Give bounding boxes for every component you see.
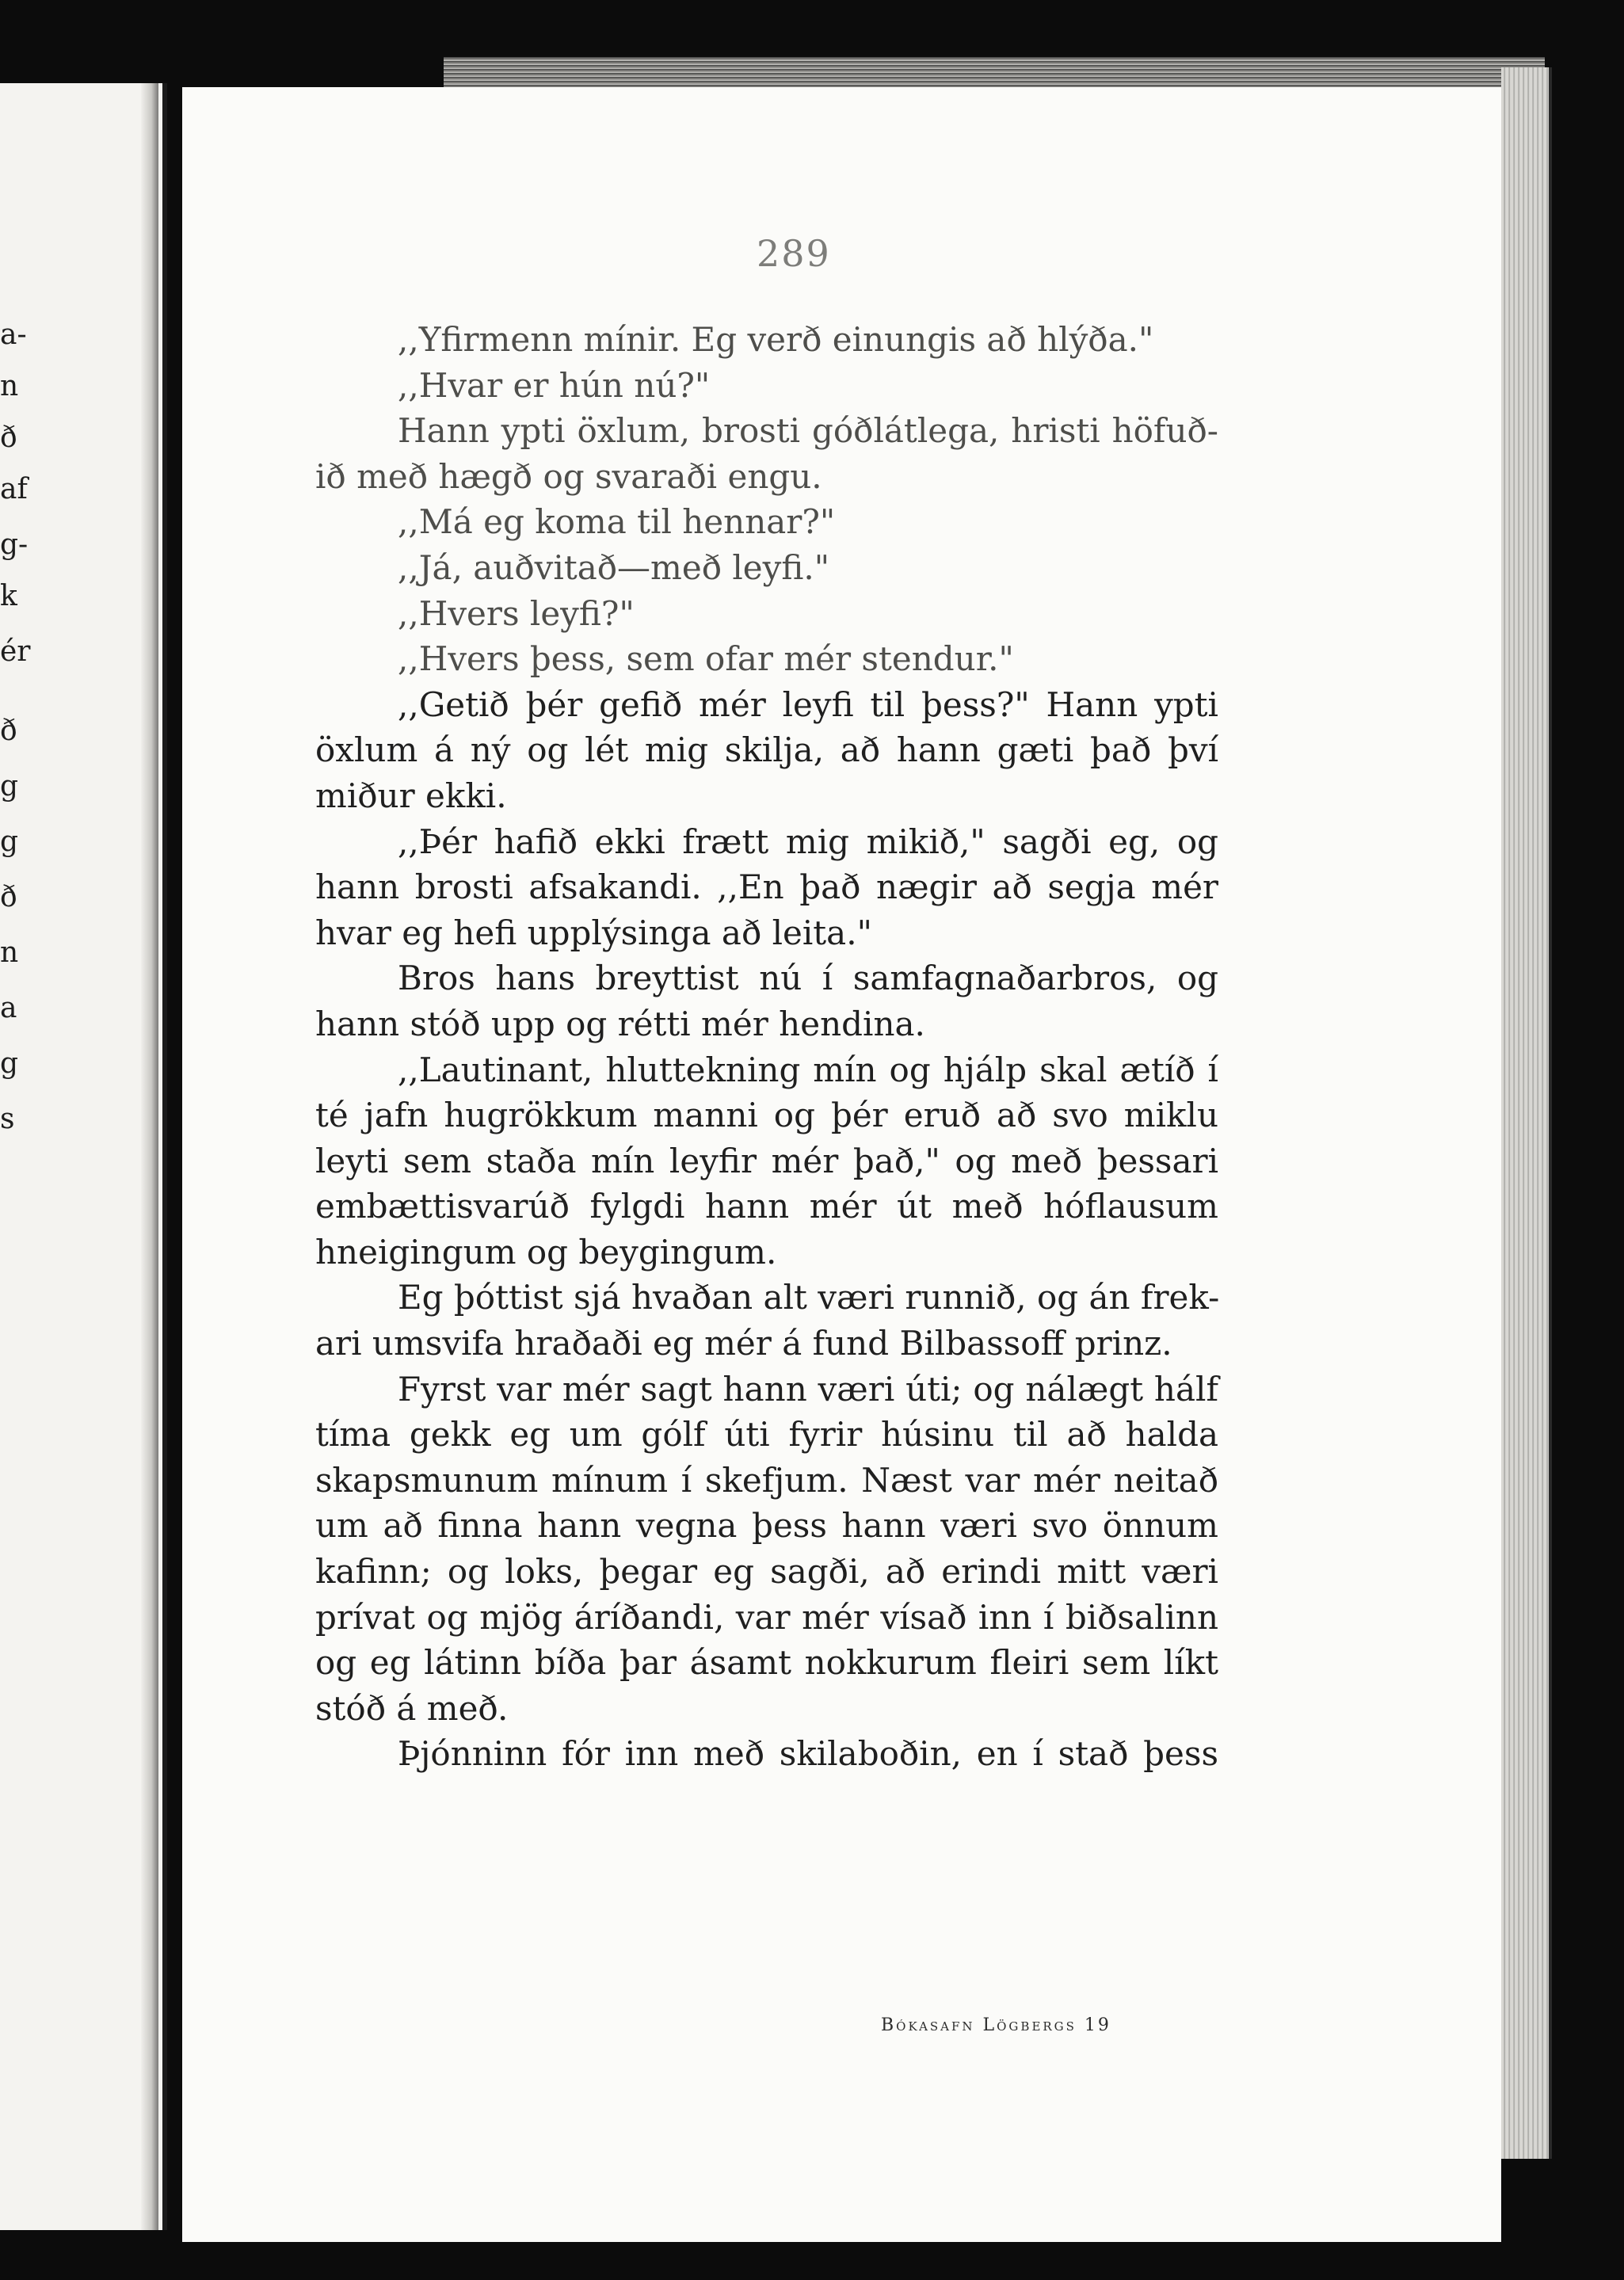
text-line: hneigingum og beygingum. [315, 1232, 777, 1272]
facing-page-fragment: a- [0, 318, 27, 351]
facing-page-fragment: ð [0, 421, 17, 454]
text-line: ,,Þér hafið ekki frætt mig mikið," sagði eg, og [398, 822, 1218, 861]
gutter-shadow [141, 83, 158, 2230]
text-line: Fyrst var mér sagt hann væri úti; og nálægt hálf [398, 1369, 1218, 1409]
text-line: stóð á með. [315, 1688, 509, 1728]
text-line: Þjónninn fór inn með skilaboðin, en í stað þess [398, 1734, 1218, 1774]
text-line: öxlum á ný og lét mig skilja, að hann gæti það því [315, 730, 1218, 770]
text-line: ,,Hvar er hún nú?" [398, 365, 711, 405]
facing-page-fragment: af [0, 473, 28, 505]
text-line: skapsmunum mínum í skefjum. Næst var mér neitað [315, 1460, 1218, 1500]
text-line: ,,Yfirmenn mínir. Eg verð einungis að hlýða." [398, 320, 1154, 359]
text-line: ,,Hvers leyfi?" [398, 593, 635, 633]
facing-page-fragment: ð [0, 881, 17, 913]
page-number: 289 [757, 232, 831, 275]
facing-page-fragment: g [0, 1047, 19, 1080]
text-line: um að finna hann vegna þess hann væri svo önnum [315, 1506, 1218, 1546]
facing-page-fragment: ð [0, 715, 17, 747]
facing-page-fragment: s [0, 1103, 15, 1135]
book-page-edges [1501, 67, 1552, 2159]
text-line: kafinn; og loks, þegar eg sagði, að erindi mitt væri [315, 1552, 1218, 1592]
text-line: ,,Hvers þess, sem ofar mér stendur." [398, 639, 1014, 679]
text-line: Hann ypti öxlum, brosti góðlátlega, hristi höfuð- [398, 411, 1218, 451]
facing-page-fragment: n [0, 936, 19, 969]
text-line: ,,Má eg koma til hennar?" [398, 502, 836, 542]
text-line: ,,Lautinant, hluttekning mín og hjálp skal ætíð í [398, 1050, 1218, 1089]
text-line: hvar eg hefi upplýsinga að leita." [315, 913, 872, 952]
facing-page-fragment: g [0, 770, 19, 803]
text-line: hann stóð upp og rétti mér hendina. [315, 1004, 925, 1043]
text-line: leyti sem staða mín leyfir mér það," og með þessari [315, 1141, 1218, 1180]
facing-page-fragment: g [0, 825, 19, 858]
text-line: Bros hans breyttist nú í samfagnaðarbros, og [398, 959, 1218, 998]
text-line: ,,Já, auðvitað—með leyfi." [398, 547, 830, 587]
text-line: té jafn hugrökkum manni og þér eruð að svo miklu [315, 1096, 1218, 1135]
body-text [315, 317, 1218, 1777]
text-line: prívat og mjög áríðandi, var mér vísað inn í biðsalinn [315, 1597, 1218, 1637]
facing-page [0, 83, 167, 2230]
text-line: og eg látinn bíða þar ásamt nokkurum fleiri sem líkt [315, 1643, 1218, 1683]
facing-page-fragment: a [0, 992, 17, 1024]
text-line: miður ekki. [315, 776, 507, 815]
text-line: hann brosti afsakandi. ,,En það nægir að segja mér [315, 867, 1218, 907]
facing-page-fragment: ér [0, 635, 31, 668]
facing-page-fragment: k [0, 580, 17, 612]
text-line: embættisvarúð fylgdi hann mér út með hóflausum [315, 1187, 1218, 1226]
text-line: Eg þóttist sjá hvaðan alt væri runnið, og án frek- [398, 1278, 1220, 1317]
text-line: ari umsvifa hraðaði eg mér á fund Bilbassoff prinz. [315, 1324, 1172, 1363]
text-line: ,,Getið þér gefið mér leyfi til þess?" Hann ypti [398, 684, 1218, 724]
facing-page-fragment: n [0, 370, 19, 402]
text-line: tíma gekk eg um gólf úti fyrir húsinu til að halda [315, 1415, 1218, 1455]
facing-page-fragment: g- [0, 528, 29, 561]
page-footer-signature: Bókasafn Lögbergs 19 [881, 2015, 1111, 2035]
text-line: ið með hægð og svaraði engu. [315, 456, 822, 496]
book-top-edge [444, 57, 1545, 89]
